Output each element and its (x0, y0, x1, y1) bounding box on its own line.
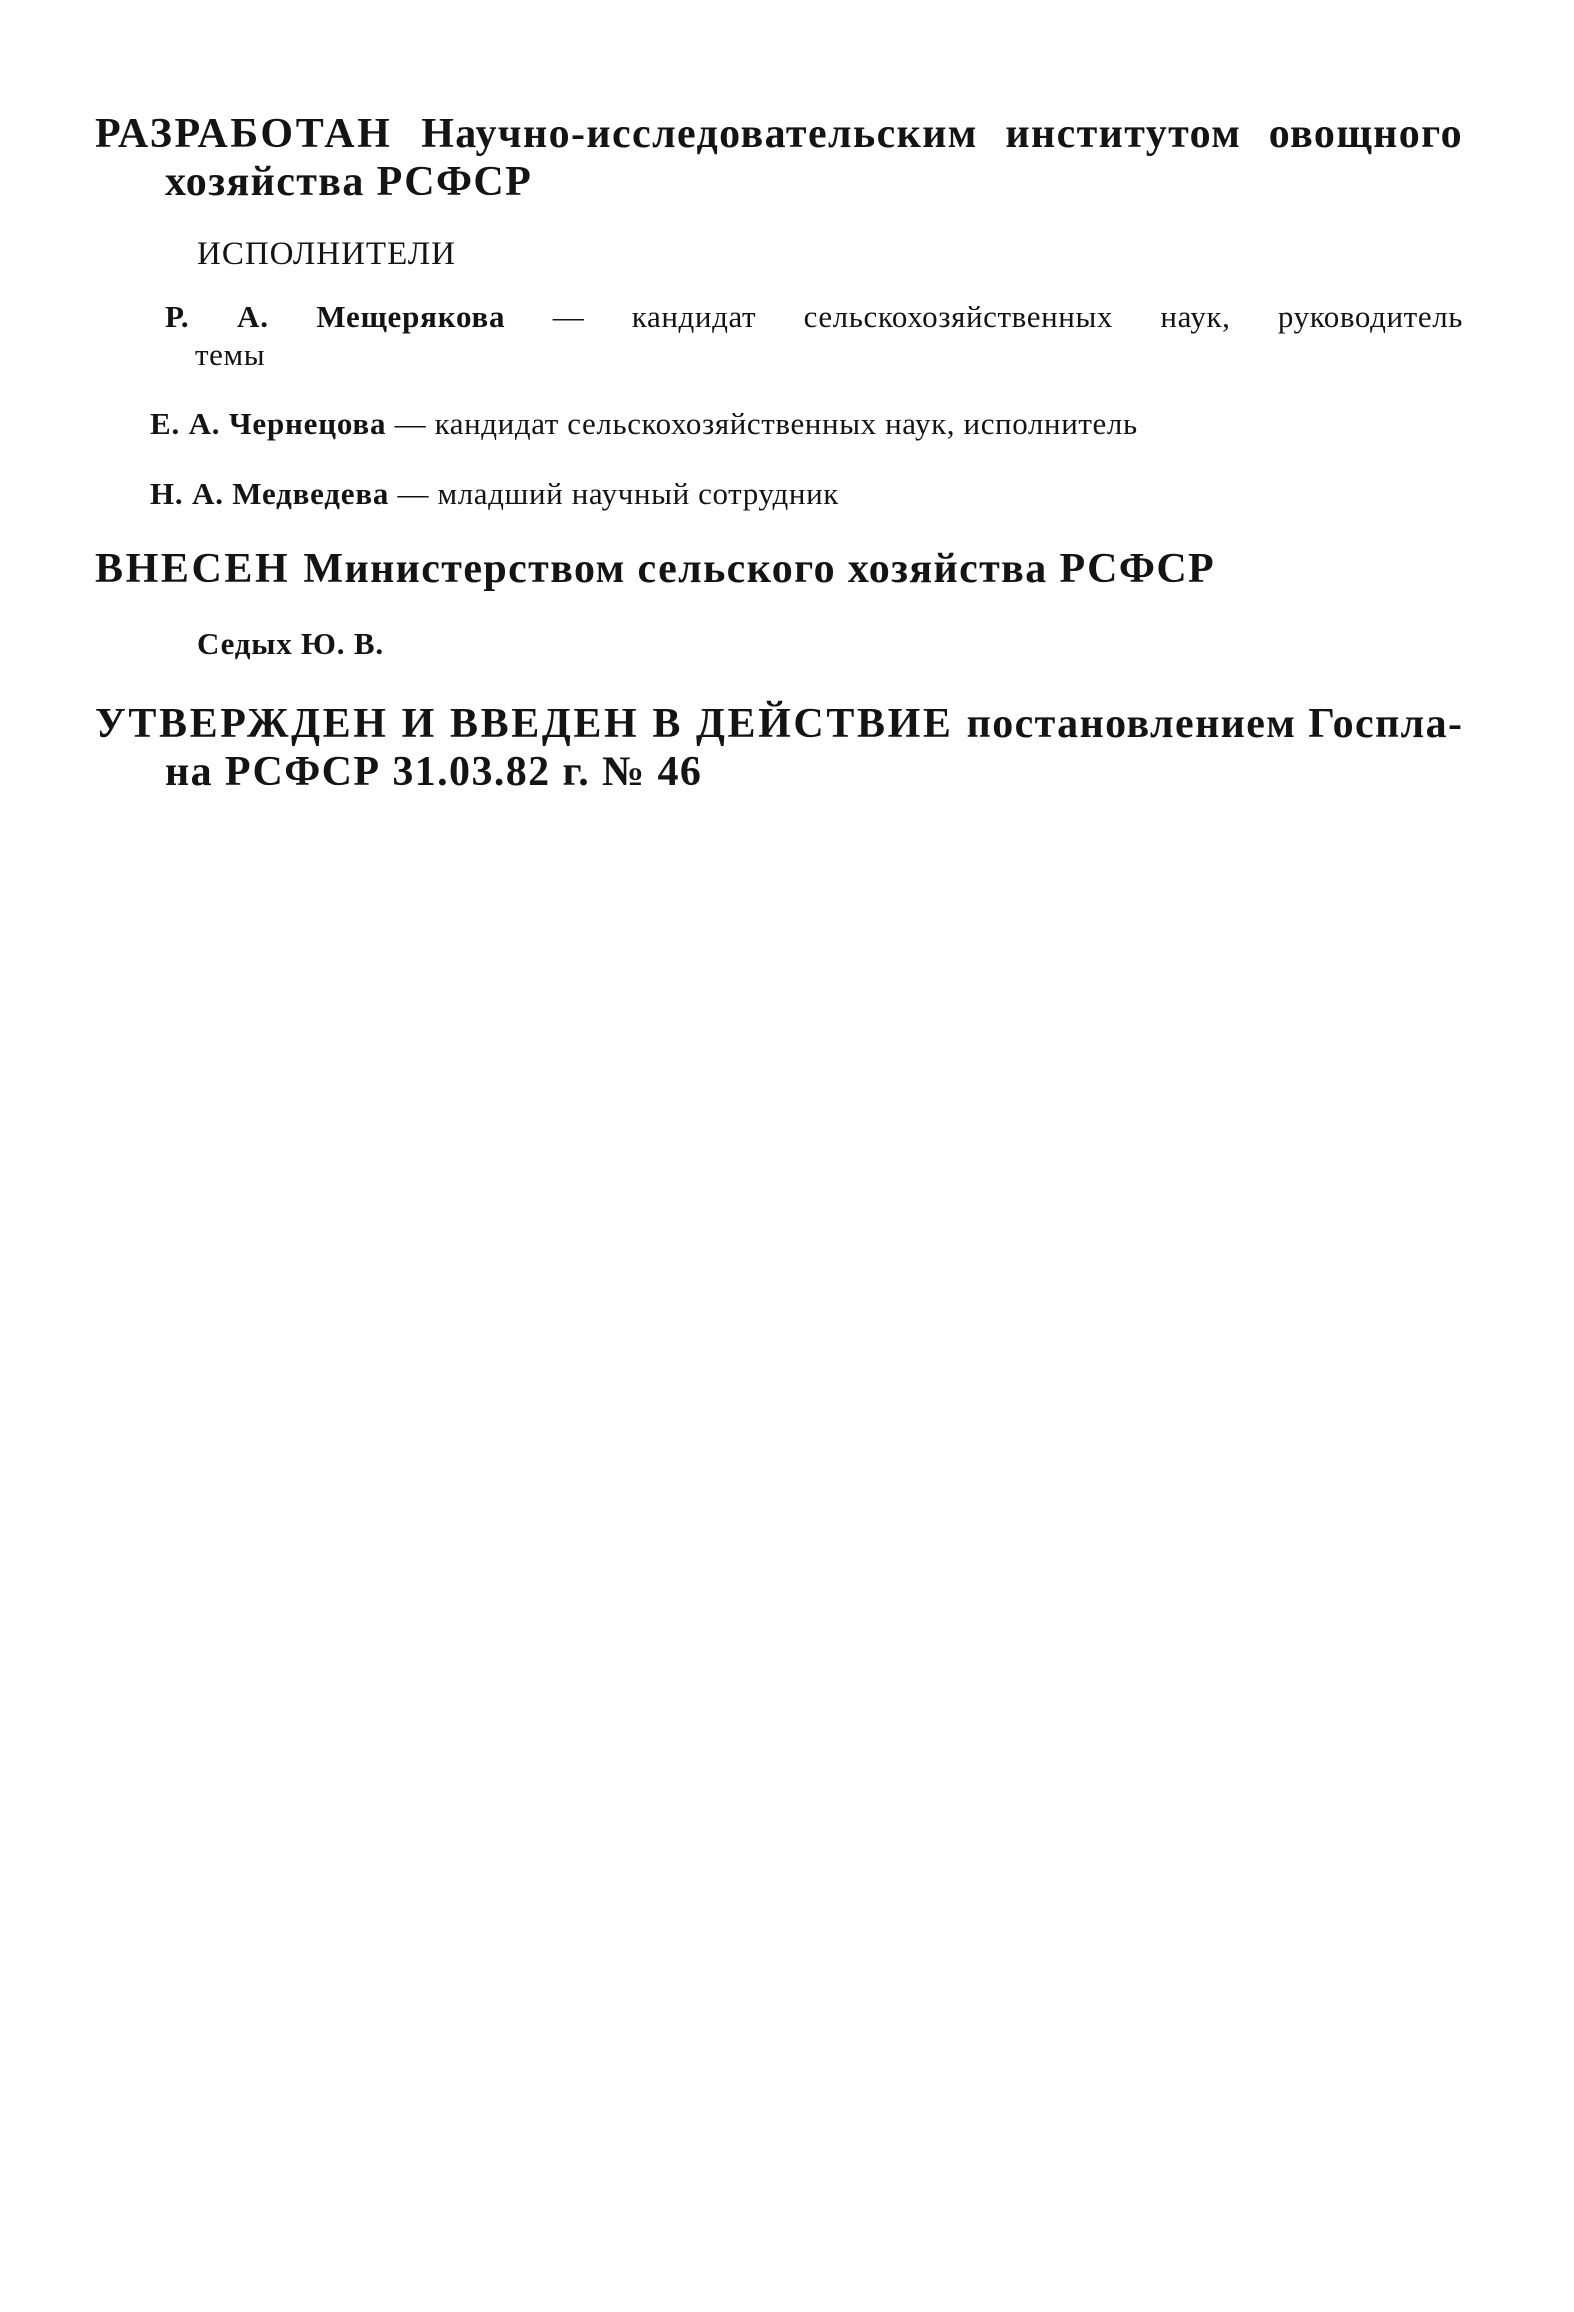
approved-label: УТВЕРЖДЕН И ВВЕДЕН В ДЕЙСТВИЕ (95, 701, 954, 747)
executor-2-name: Е. А. Чернецова (150, 406, 387, 441)
approved-decree: постановлением Госпла- (966, 701, 1464, 747)
executor-2-role: — кандидат сельскохозяйственных наук, исполнитель (386, 406, 1138, 441)
approved-line-1 (95, 700, 1463, 748)
executor-1-name: Р. А. Мещерякова (165, 299, 506, 334)
executor-3-name: Н. А. Медведева (150, 476, 390, 511)
introduced-section (95, 545, 1215, 593)
executor-1 (165, 298, 1463, 374)
developed-line-2: хозяйства РСФСР (165, 159, 533, 205)
developed-section (95, 110, 1463, 206)
introduced-label: ВНЕСЕН (95, 546, 291, 592)
executor-1-line-1 (165, 298, 1463, 336)
executor-1-role: — кандидат сельскохозяйственных наук, руководитель (505, 299, 1463, 334)
introduced-ministry: Министерством сельского хозяйства РСФСР (303, 546, 1216, 592)
developed-line-1 (95, 110, 1463, 158)
developed-label: РАЗРАБОТАН (95, 111, 393, 157)
executor-3 (150, 475, 839, 513)
approved-section (95, 700, 1463, 796)
executors-heading: ИСПОЛНИТЕЛИ (197, 236, 456, 272)
introduced-person-name: Седых Ю. В. (197, 626, 384, 661)
executor-3-role: — младший научный сотрудник (389, 476, 839, 511)
introduced-person (197, 625, 384, 663)
developed-organization: Научно-исследовательским институтом овощного (421, 111, 1463, 157)
executor-2 (150, 405, 1138, 443)
executor-1-role-continued: темы (195, 337, 266, 372)
approved-line-2: на РСФСР 31.03.82 г. № 46 (165, 749, 703, 795)
